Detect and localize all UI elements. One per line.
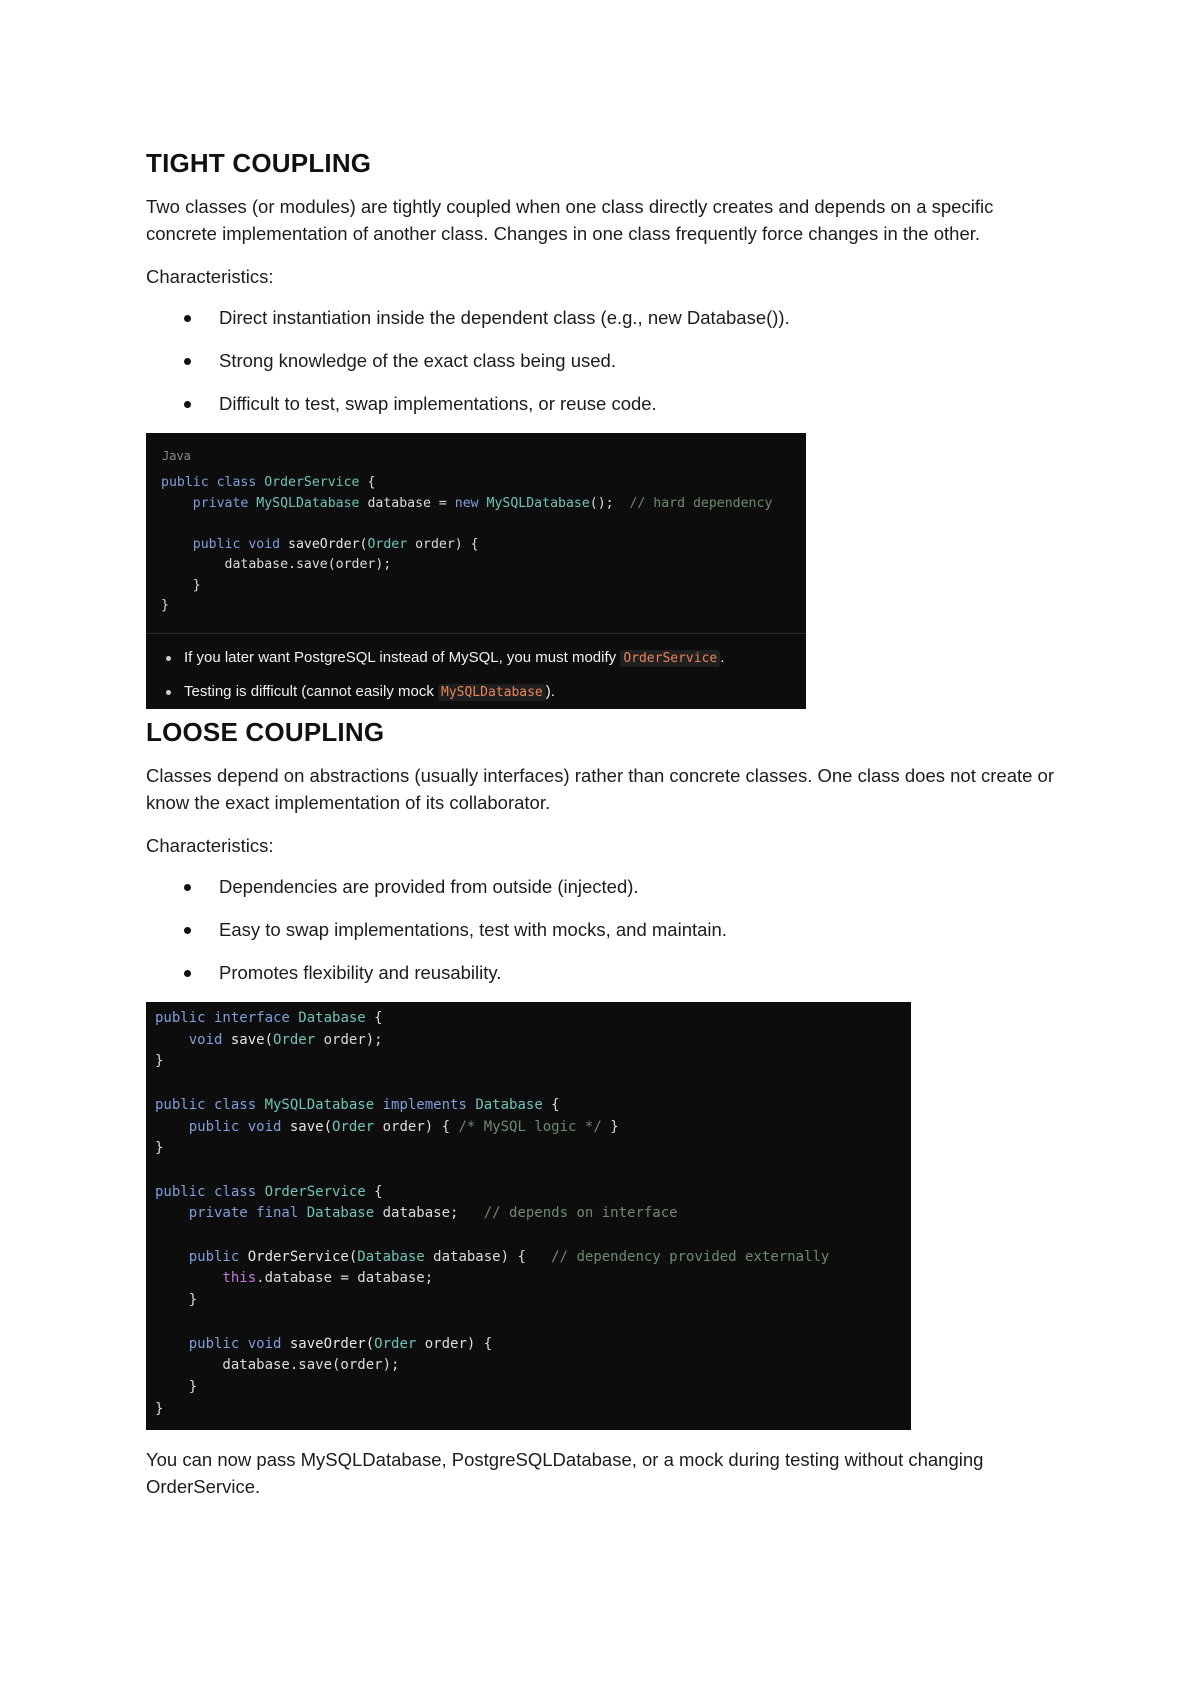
list-item: Testing is difficult (cannot easily mock MySQLDatabase ).	[166, 681, 724, 715]
bullet-icon	[184, 401, 191, 408]
tight-characteristics-label: Characteristics:	[146, 266, 274, 287]
loose-coupling-intro: Classes depend on abstractions (usually interfaces) rather than concrete classes. One class does not create or know the exact implementation of its collaborator.	[146, 765, 1054, 813]
code-notes	[166, 647, 724, 715]
list-item: Dependencies are provided from outside (injected).	[146, 873, 1056, 900]
list-item: Strong knowledge of the exact class being used.	[146, 347, 1056, 374]
tight-code-screenshot	[146, 433, 806, 709]
bullet-icon	[184, 315, 191, 322]
list-item: If you later want PostgreSQL instead of MySQL, you must modify OrderService .	[166, 647, 724, 681]
bullet-icon	[184, 970, 191, 977]
list-item: Direct instantiation inside the dependent class (e.g., new Database()).	[146, 304, 1056, 331]
bullet-icon	[166, 656, 171, 661]
tight-coupling-intro: Two classes (or modules) are tightly coupled when one class directly creates and depends on a specific concrete implementation of another class. Changes in one class frequently force changes in the other.	[146, 196, 994, 244]
code-block: public interface Database { void save(Order order); } public class MySQLDatabase implements Database { public void save(Order order) { /* MySQL logic */ } } public class OrderService { private final Database database; // depends on interface public OrderService(Database database) { // dependency provided externally this.database = database; } public void saveOrder(Order order) { database.save(order); } }	[155, 1010, 830, 1417]
inline-code: MySQLDatabase	[438, 684, 546, 701]
code-language-label: Java	[162, 449, 191, 463]
list-item: Promotes flexibility and reusability.	[146, 959, 1056, 986]
loose-characteristics-list	[146, 873, 1056, 986]
inline-code: OrderService	[620, 650, 720, 667]
code-divider	[146, 633, 806, 634]
bullet-icon	[166, 690, 171, 695]
loose-coupling-heading: LOOSE COUPLING	[146, 717, 385, 747]
bullet-icon	[184, 927, 191, 934]
bullet-icon	[184, 358, 191, 365]
list-item: Difficult to test, swap implementations, or reuse code.	[146, 390, 1056, 417]
closing-paragraph: You can now pass MySQLDatabase, PostgreSQLDatabase, or a mock during testing without changing OrderService.	[146, 1449, 984, 1497]
document-page	[146, 148, 1056, 1516]
loose-characteristics-label: Characteristics:	[146, 835, 274, 856]
tight-characteristics-list	[146, 304, 1056, 417]
code-block: public class OrderService { private MySQLDatabase database = new MySQLDatabase(); // hard dependency public void saveOrder(Order order) { database.save(order); } }	[161, 475, 773, 613]
bullet-icon	[184, 884, 191, 891]
tight-coupling-heading: TIGHT COUPLING	[146, 148, 372, 178]
loose-code-screenshot	[146, 1002, 911, 1430]
list-item: Easy to swap implementations, test with mocks, and maintain.	[146, 916, 1056, 943]
